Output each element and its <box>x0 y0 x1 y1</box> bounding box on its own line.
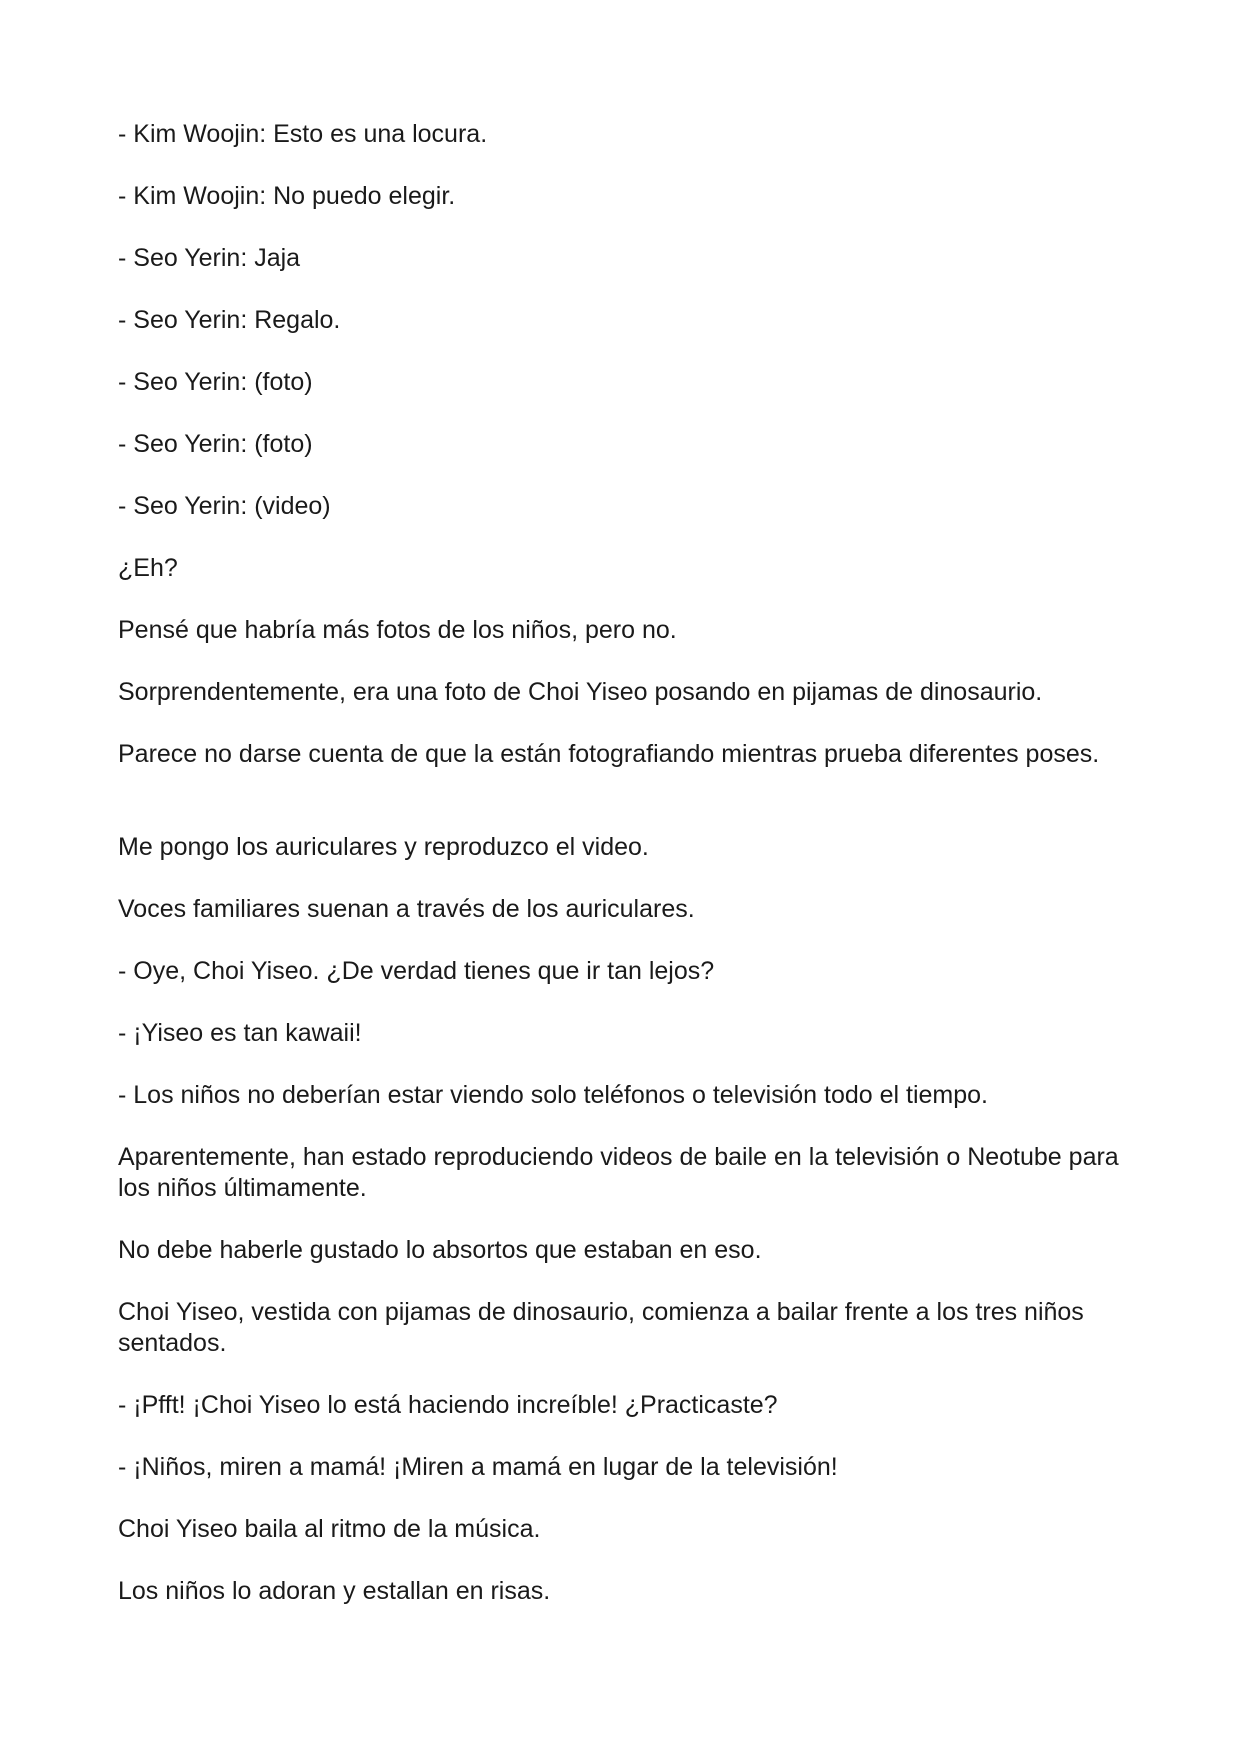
paragraph: Choi Yiseo baila al ritmo de la música. <box>118 1515 541 1543</box>
paragraph: Me pongo los auriculares y reproduzco el video. <box>118 833 649 861</box>
dialogue-line: - Oye, Choi Yiseo. ¿De verdad tienes que ir tan lejos? <box>118 957 715 985</box>
paragraph: Voces familiares suenan a través de los auriculares. <box>118 895 695 923</box>
paragraph: Parece no darse cuenta de que la están fotografiando mientras prueba diferentes poses. <box>118 740 1100 768</box>
paragraph: Los niños lo adoran y estallan en risas. <box>118 1577 551 1605</box>
paragraph: ¿Eh? <box>118 554 178 582</box>
chat-line: - Seo Yerin: Jaja <box>118 244 301 272</box>
dialogue-line: - ¡Niños, miren a mamá! ¡Miren a mamá en lugar de la televisión! <box>118 1453 838 1481</box>
dialogue-line: - ¡Yiseo es tan kawaii! <box>118 1019 362 1047</box>
chat-line: - Seo Yerin: (video) <box>118 492 331 520</box>
paragraph: Pensé que habría más fotos de los niños, pero no. <box>118 616 677 644</box>
paragraph: Sorprendentemente, era una foto de Choi Yiseo posando en pijamas de dinosaurio. <box>118 678 1043 706</box>
paragraph: No debe haberle gustado lo absortos que estaban en eso. <box>118 1236 762 1264</box>
chat-line: - Kim Woojin: No puedo elegir. <box>118 182 456 210</box>
dialogue-line: - ¡Pfft! ¡Choi Yiseo lo está haciendo increíble! ¿Practicaste? <box>118 1391 778 1419</box>
chat-line: - Kim Woojin: Esto es una locura. <box>118 120 488 148</box>
paragraph: Aparentemente, han estado reproduciendo videos de baile en la televisión o Neotube para los niños últimamente. <box>118 1143 1119 1202</box>
chat-line: - Seo Yerin: Regalo. <box>118 306 341 334</box>
paragraph: Choi Yiseo, vestida con pijamas de dinosaurio, comienza a bailar frente a los tres niños sentados. <box>118 1298 1084 1357</box>
dialogue-line: - Los niños no deberían estar viendo solo teléfonos o televisión todo el tiempo. <box>118 1081 988 1109</box>
chat-line: - Seo Yerin: (foto) <box>118 368 313 396</box>
chat-line: - Seo Yerin: (foto) <box>118 430 313 458</box>
